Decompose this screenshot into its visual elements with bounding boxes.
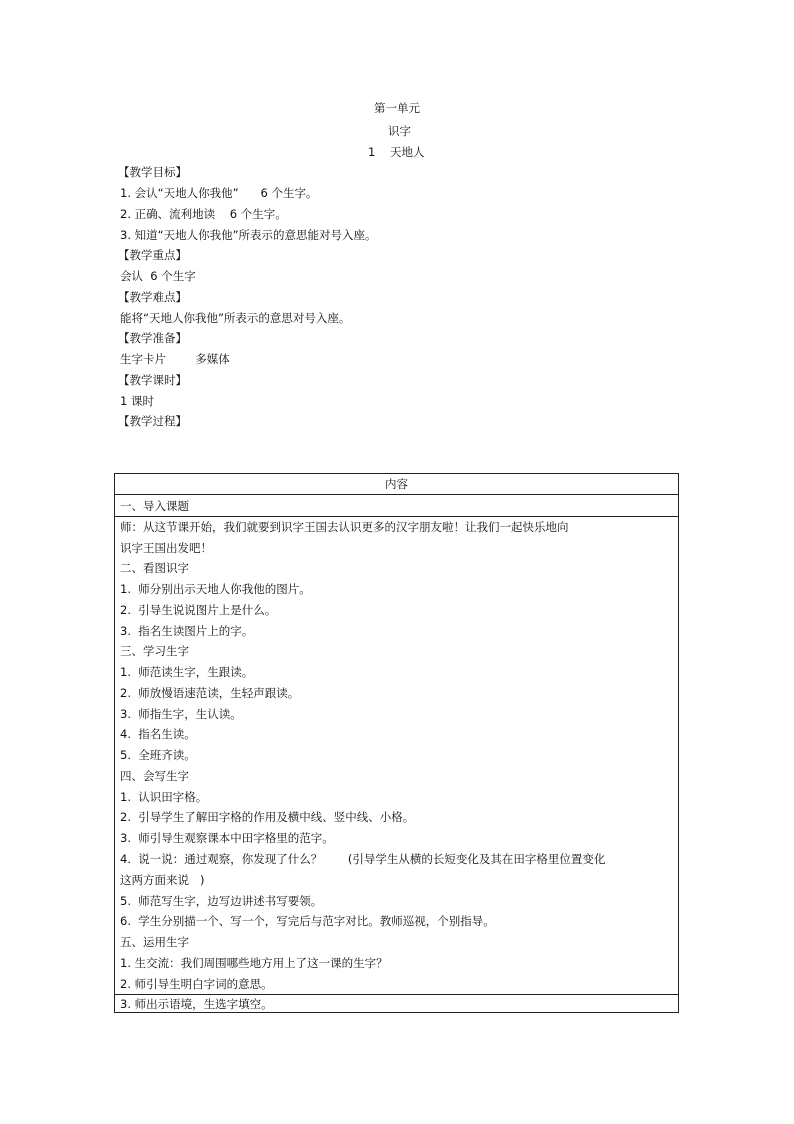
table-row: 2. 师引导生明白字词的意思。: [120, 977, 273, 991]
table-row: 三、学习生字: [120, 644, 189, 658]
table-row: 6. 学生分别描一个、写一个，写完后与范字对比。教师巡视，个别指导。: [120, 914, 495, 928]
lesson-title: 1 天地人: [368, 145, 425, 159]
table-row: 3. 师出示语境，生选字填空。: [120, 997, 273, 1011]
table-divider: [115, 494, 678, 495]
content-table: [114, 473, 679, 1013]
prep-text: 生字卡片 多媒体: [120, 352, 230, 366]
category-title: 识字: [388, 124, 411, 138]
table-row: 师：从这节课开始，我们就要到识字王国去认识更多的汉字朋友啦！让我们一起快乐地向: [120, 520, 569, 534]
table-row: 1. 师范读生字，生跟读。: [120, 665, 254, 679]
table-row: 1. 师分别出示天地人你我他的图片。: [120, 582, 311, 596]
process-heading: 【教学过程】: [118, 414, 187, 428]
table-row: 四、会写生字: [120, 769, 189, 783]
table-row: 4. 说一说：通过观察，你发现了什么？ (引导学生从横的长短变化及其在田字格里位置变化: [120, 852, 606, 866]
table-row: 二、看图识字: [120, 561, 189, 575]
unit-title: 第一单元: [374, 101, 420, 115]
table-row: 4. 指名生读。: [120, 727, 196, 741]
table-row: 5. 师范写生字，边写边讲述书写要领。: [120, 894, 323, 908]
table-row: 1. 生交流：我们周围哪些地方用上了这一课的生字？: [120, 956, 388, 970]
table-row: 这两方面来说 ): [120, 873, 205, 887]
table-header: 内容: [385, 477, 408, 491]
table-divider: [115, 994, 678, 995]
prep-heading: 【教学准备】: [118, 331, 187, 345]
hours-heading: 【教学课时】: [118, 373, 187, 387]
goal-item: 3. 知道“天地人你我他”所表示的意思能对号入座。: [120, 228, 377, 242]
table-row: 五、运用生字: [120, 935, 189, 949]
difficulty-text: 能将“天地人你我他”所表示的意思对号入座。: [120, 311, 351, 325]
difficulty-heading: 【教学难点】: [118, 290, 187, 304]
key-text: 会认 6 个生字: [120, 269, 196, 283]
goals-heading: 【教学目标】: [118, 165, 187, 179]
table-row: 1. 认识田字格。: [120, 790, 208, 804]
goal-item: 1. 会认“天地人你我他” 6 个生字。: [120, 186, 318, 200]
table-row: 3. 指名生读图片上的字。: [120, 624, 254, 638]
table-row: 3. 师引导生观察课本中田字格里的范字。: [120, 831, 334, 845]
table-row: 3. 师指生字，生认读。: [120, 707, 242, 721]
hours-text: 1 课时: [120, 394, 154, 408]
table-row: 5. 全班齐读。: [120, 748, 196, 762]
table-row: 2. 师放慢语速范读，生轻声跟读。: [120, 686, 300, 700]
table-row: 2. 引导学生了解田字格的作用及横中线、竖中线、小格。: [120, 810, 415, 824]
key-heading: 【教学重点】: [118, 248, 187, 262]
goal-item: 2. 正确、流利地读 6 个生字。: [120, 207, 287, 221]
table-row: 一、导入课题: [120, 499, 189, 513]
table-row: 2. 引导生说说图片上是什么。: [120, 603, 277, 617]
table-divider: [115, 516, 678, 517]
table-row: 识字王国出发吧！: [120, 541, 212, 555]
